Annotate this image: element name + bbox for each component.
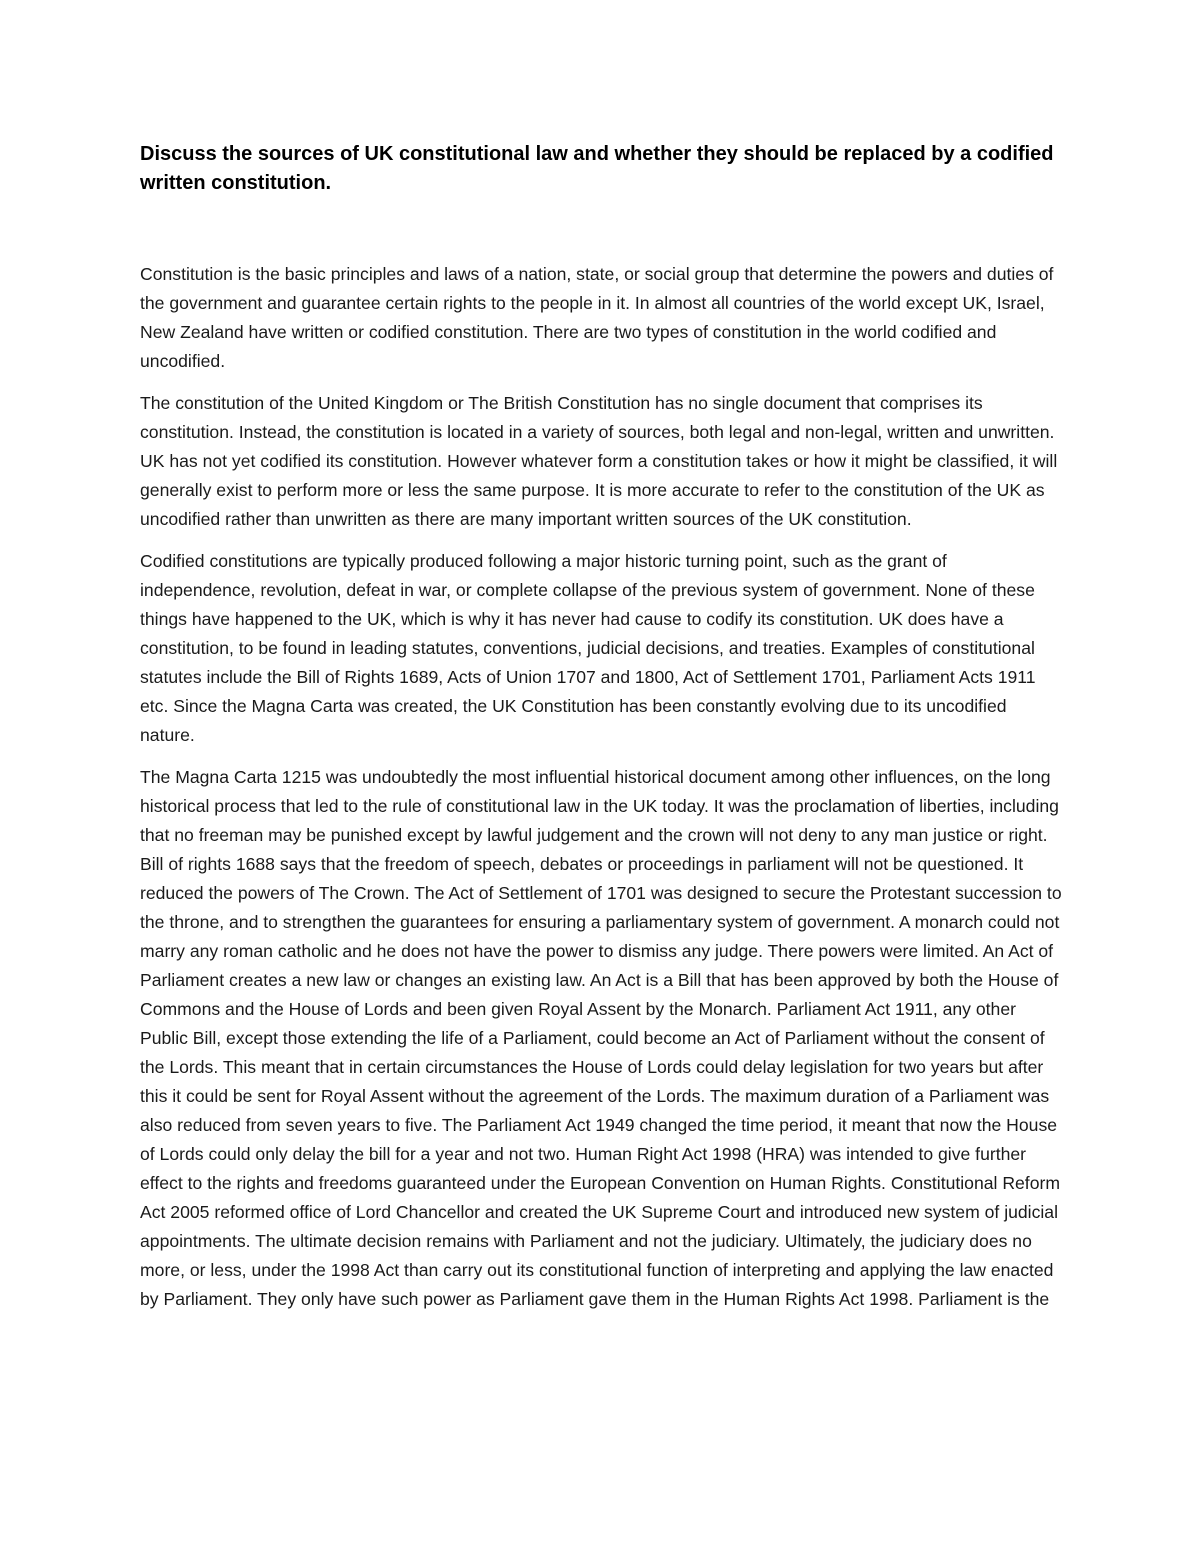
paragraph-british-constitution: The constitution of the United Kingdom or The British Constitution has no single document that comprises its constitution. Instead, the constitution is located in a variety of sources, both legal and non-legal, written and unwritten. UK has not yet codified its constitution. However whatever form a constitution takes or how it might be classified, it will generally exist to perform more or less the same purpose. It is more accurate to refer to the constitution of the UK as uncodified rather than unwritten as there are many important written sources of the UK constitution. <box>140 393 1058 529</box>
document-body <box>140 260 1065 1314</box>
document-title: Discuss the sources of UK constitutional law and whether they should be replaced by a codified written constitution. <box>140 143 1054 194</box>
document-content <box>140 140 1065 1314</box>
paragraph-codified-constitutions: Codified constitutions are typically produced following a major historic turning point, such as the grant of independence, revolution, defeat in war, or complete collapse of the previous system of government. None of these things have happened to the UK, which is why it has never had cause to codify its constitution. UK does have a constitution, to be found in leading statutes, conventions, judicial decisions, and treaties. Examples of constitutional statutes include the Bill of Rights 1689, Acts of Union 1707 and 1800, Act of Settlement 1701, Parliament Acts 1911 etc. Since the Magna Carta was created, the UK Constitution has been constantly evolving due to its uncodified nature. <box>140 551 1036 745</box>
paragraph-introduction: Constitution is the basic principles and laws of a nation, state, or social group that determine the powers and duties of the government and guarantee certain rights to the people in it. In almost all countries of the world except UK, Israel, New Zealand have written or codified constitution. There are two types of constitution in the world codified and uncodified. <box>140 264 1054 371</box>
paragraph-magna-carta: The Magna Carta 1215 was undoubtedly the most influential historical document among other influences, on the long historical process that led to the rule of constitutional law in the UK today. It was the proclamation of liberties, including that no freeman may be punished except by lawful judgement and the crown will not deny to any man justice or right. Bill of rights 1688 says that the freedom of speech, debates or proceedings in parliament will not be questioned. It reduced the powers of The Crown. The Act of Settlement of 1701 was designed to secure the Protestant succession to the throne, and to strengthen the guarantees for ensuring a parliamentary system of government. A monarch could not marry any roman catholic and he does not have the power to dismiss any judge. There powers were limited. An Act of Parliament creates a new law or changes an existing law. An Act is a Bill that has been approved by both the House of Commons and the House of Lords and been given Royal Assent by the Monarch. Parliament Act 1911, any other Public Bill, except those extending the life of a Parliament, could become an Act of Parliament without the consent of the Lords. This meant that in certain circumstances the House of Lords could delay legislation for two years but after this it could be sent for Royal Assent without the agreement of the Lords. The maximum duration of a Parliament was also reduced from seven years to five. The Parliament Act 1949 changed the time period, it meant that now the House of Lords could only delay the bill for a year and not two. Human Right Act 1998 (HRA) was intended to give further effect to the rights and freedoms guaranteed under the European Convention on Human Rights. Constitutional Reform Act 2005 reformed office of Lord Chancellor and created the UK Supreme Court and introduced new system of judicial appointments. The ultimate decision remains with Parliament and not the judiciary. Ultimately, the judiciary does no more, or less, under the 1998 Act than carry out its constitutional function of interpreting and applying the law enacted by Parliament. They only have such power as Parliament gave them in the Human Rights Act 1998. Parliament is the <box>140 767 1062 1309</box>
